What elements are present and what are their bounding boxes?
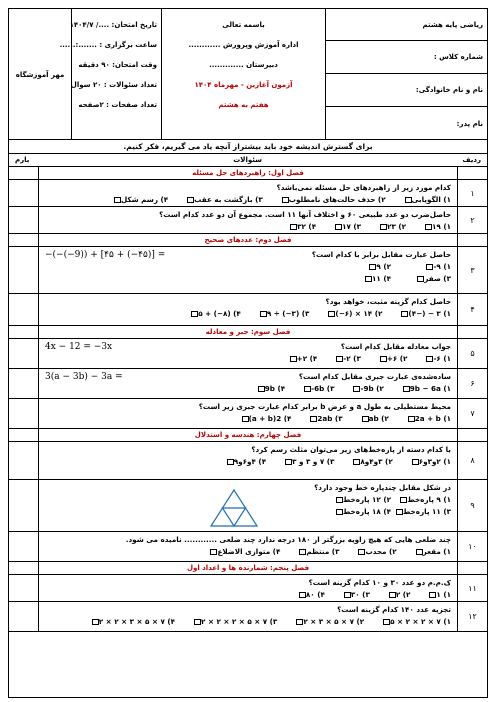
exam-grade: هفتم به هشتم: [218, 101, 269, 109]
answer-option[interactable]: [331, 261, 391, 273]
answer-option[interactable]: [289, 353, 318, 365]
question-text: چند ضلعی هایی که هیچ زاویه بزرگتر از ۱۸۰ درجه ندارد چند ضلعی ............ نامیده می شود.: [125, 535, 451, 544]
section-num-cell: [457, 167, 487, 179]
checkbox[interactable]: [92, 619, 99, 625]
option-label: ۲) 9b-: [360, 384, 384, 393]
option-label: ۱) ۱۹: [432, 222, 451, 231]
motto: برای گسترش اندیشه خود باید بیشتراز آنچه یاد می گیریم، فکر کنیم.: [9, 140, 487, 154]
question-row: [9, 575, 487, 602]
section-score-cell: [9, 326, 39, 338]
option-label: ۴) ۷ × ۵ × ۳ × ۲ × ۲: [98, 617, 176, 626]
option-label: ۴) ۱۸ پاره‌خط: [342, 507, 391, 516]
question-text: تجزیه عدد ۱۴۰ کدام گزینه است؟: [337, 605, 451, 614]
checkbox[interactable]: [227, 459, 234, 465]
question-content: [39, 532, 457, 560]
checkbox[interactable]: [114, 197, 121, 203]
answer-option[interactable]: [404, 194, 451, 206]
exam-header: [9, 9, 487, 140]
option-label: ۴) (۸−) + ۵: [198, 309, 241, 318]
answer-options: [45, 353, 451, 365]
question-content: [39, 180, 457, 208]
answer-options: [45, 456, 451, 468]
question-content: [39, 575, 457, 603]
option-label: ۳) ۲-: [343, 354, 361, 363]
question-content: [39, 294, 457, 322]
exam-time: ساعت برگزاری : .......:......: [59, 41, 157, 49]
question-expression: 4x − 12 = −3x: [45, 342, 113, 352]
questions-body: [9, 167, 487, 632]
answer-option[interactable]: [411, 456, 451, 468]
question-text: حاصل‌ضرب دو عدد طبیعی ۶۰ و اختلاف آنها ۱۱ است. مجموع آن دو عدد کدام است؟: [159, 210, 451, 219]
option-label: ۴) ۳۲: [297, 222, 317, 231]
answer-option[interactable]: [335, 353, 361, 365]
checkbox[interactable]: [344, 592, 351, 598]
question-content: [39, 207, 457, 235]
question-text: کدام مورد زیر از راهبردهای حل مسئله نمی‌باشد؟: [276, 183, 451, 192]
option-label: ۴) ۸۰: [305, 590, 325, 599]
question-number: ۹: [457, 480, 487, 531]
answer-option[interactable]: [391, 261, 451, 273]
question-number: ۱: [457, 180, 487, 206]
question-number: ۳: [457, 247, 487, 293]
answer-option[interactable]: [343, 589, 370, 601]
answer-option[interactable]: [91, 616, 175, 628]
answer-options: [45, 546, 451, 558]
triangle-figure: [209, 488, 259, 528]
checkbox[interactable]: [242, 416, 249, 422]
section-title: فصل سوم: جبر و معادله: [205, 328, 291, 336]
answer-option[interactable]: [327, 308, 382, 320]
question-text: ک.م.م دو عدد ۳۰ و ۱۰ کدام گزینه است؟: [308, 578, 451, 587]
answer-option[interactable]: [379, 221, 406, 233]
score-cell: [9, 399, 39, 428]
exam-name: آزمون آغازین - مهرماه ۱۴۰۴: [194, 81, 293, 89]
answer-option[interactable]: [113, 194, 168, 206]
option-label: ۳) (۳−) ÷ ۹: [266, 309, 310, 318]
exam-duration: وقت امتحان: ۹۰ دقیقه: [78, 61, 157, 69]
question-content: [39, 602, 457, 630]
question-number: ۲: [457, 207, 487, 233]
option-label: ۲) ۲۳: [387, 222, 407, 231]
answer-options: [45, 221, 451, 233]
option-label: ۲) محدب: [365, 547, 397, 556]
section-title: فصل دوم: عددهای صحیح: [204, 236, 292, 244]
answer-options: [45, 383, 451, 395]
score-cell: [9, 575, 39, 601]
question-number: ۸: [457, 442, 487, 479]
score-cell: [9, 602, 39, 631]
question-expression: −(−(−9)) + [۴۵ + (−۴۵)] =: [45, 250, 166, 260]
school-seal-label: مهر آموزشگاه: [15, 70, 65, 79]
question-number: ۴: [457, 294, 487, 325]
checkbox[interactable]: [389, 592, 396, 598]
checkbox[interactable]: [299, 592, 306, 598]
option-label: ۲) ۲: [395, 590, 411, 599]
section-num-cell: [457, 234, 487, 246]
answer-option[interactable]: [193, 616, 277, 628]
section-header: [9, 326, 487, 339]
answer-options: [45, 194, 451, 206]
answer-options: [45, 616, 451, 628]
checkbox[interactable]: [425, 224, 432, 230]
question-content: [39, 442, 457, 470]
question-number: ۱۱: [457, 575, 487, 601]
exam-details: [59, 9, 161, 140]
checkbox[interactable]: [380, 356, 387, 362]
score-header: بارم: [15, 156, 30, 164]
checkbox[interactable]: [403, 386, 410, 392]
score-cell: [9, 294, 39, 325]
checkbox[interactable]: [194, 619, 201, 625]
section-num-cell: [457, 326, 487, 338]
section-header: [9, 234, 487, 247]
option-label: ۱) ۷ × ۲ × ۲ × ۵: [390, 617, 451, 626]
question-text: ساده‌شده‌ی عبارت جبری مقابل کدام است؟: [298, 372, 451, 381]
option-label: ۳) صفر: [424, 274, 451, 283]
column-headers: [9, 154, 487, 167]
answer-option[interactable]: [298, 589, 325, 601]
answer-option[interactable]: [391, 273, 451, 285]
question-row: [9, 207, 487, 234]
answer-option[interactable]: [352, 456, 392, 468]
section-score-cell: [9, 429, 39, 441]
answer-option[interactable]: [424, 221, 451, 233]
question-row: [9, 399, 487, 429]
option-label: ۱) ۶-: [433, 354, 451, 363]
answer-option[interactable]: [428, 589, 451, 601]
answer-option[interactable]: [331, 273, 391, 285]
answer-option[interactable]: [352, 383, 383, 395]
section-score-cell: [9, 167, 39, 179]
answer-option[interactable]: [289, 221, 316, 233]
option-label: ۱) الگویابی: [411, 195, 451, 204]
option-label: ۱) مقعر: [422, 547, 451, 556]
answer-option[interactable]: [331, 494, 391, 506]
score-cell: [9, 207, 39, 233]
answer-options: [45, 261, 451, 285]
question-row: [9, 369, 487, 399]
section-header: [9, 562, 487, 575]
answer-option[interactable]: [415, 546, 451, 558]
option-label: ۴) رسم شکل: [120, 195, 169, 204]
option-label: ۲) ۷ × ۵ × ۳ × ۲: [303, 617, 365, 626]
answer-option[interactable]: [388, 589, 411, 601]
checkbox[interactable]: [282, 197, 289, 203]
answer-option[interactable]: [382, 616, 451, 628]
question-row: [9, 339, 487, 369]
answer-option[interactable]: [400, 308, 451, 320]
section-num-cell: [457, 562, 487, 574]
student-name-field[interactable]: نام و نام خانوادگی:: [326, 74, 487, 107]
option-label: ۲) ab: [368, 414, 389, 423]
score-cell: [9, 369, 39, 398]
option-label: ۱) ۳ − (−۴): [408, 309, 451, 318]
answer-option[interactable]: [334, 221, 361, 233]
question-text: حاصل کدام گزینه مثبت، خواهد بود؟: [325, 297, 451, 306]
section-num-cell: [457, 429, 487, 441]
section-title: فصل چهارم: هندسه و استدلال: [194, 431, 302, 439]
question-text: حاصل عبارت مقابل برابر با کدام است؟: [311, 250, 451, 259]
answer-option[interactable]: [407, 413, 451, 425]
school-name: دبیرستان .............: [209, 61, 278, 69]
bismillah: باسمه تعالی: [222, 21, 265, 29]
question-row: [9, 480, 487, 532]
answer-option[interactable]: [281, 194, 386, 206]
score-cell: [9, 480, 39, 531]
option-label: ۱) ۹-: [433, 262, 451, 271]
option-label: ۱) ۹ پاره‌خط: [407, 495, 451, 504]
checkbox[interactable]: [336, 497, 343, 503]
answer-option[interactable]: [402, 383, 451, 395]
school-seal-box: [9, 9, 71, 140]
row-number-header: ردیف: [462, 156, 481, 164]
option-label: ۱) 2a + b: [414, 414, 451, 423]
answer-option[interactable]: [209, 546, 280, 558]
checkbox[interactable]: [416, 549, 423, 555]
student-info: [325, 9, 487, 140]
checkbox[interactable]: [405, 197, 412, 203]
answer-option[interactable]: [379, 353, 408, 365]
score-cell: [9, 532, 39, 561]
checkbox[interactable]: [408, 416, 415, 422]
option-label: ۳) ۷ × ۵ × ۲ × ۲ × ۲: [201, 617, 278, 626]
section-score-cell: [9, 562, 39, 574]
answer-option[interactable]: [295, 616, 364, 628]
question-text: در شکل مقابل چندپاره خط وجود دارد؟: [314, 483, 451, 492]
checkbox[interactable]: [260, 311, 267, 317]
school-info: [161, 9, 325, 140]
question-row: [9, 247, 487, 294]
answer-option[interactable]: [226, 456, 266, 468]
option-label: ۴) 2(a + b): [248, 414, 292, 423]
section-score-cell: [9, 234, 39, 246]
score-cell: [9, 247, 39, 293]
option-label: ۲) ۳و۴و۸: [360, 457, 393, 466]
checkbox[interactable]: [258, 386, 265, 392]
checkbox[interactable]: [362, 416, 369, 422]
option-label: ۱) 9b − 6a: [409, 384, 451, 393]
answer-option[interactable]: [357, 546, 396, 558]
answer-options: [45, 413, 451, 425]
answer-option[interactable]: [241, 413, 292, 425]
checkbox[interactable]: [365, 276, 372, 282]
questions-header: سئوالات: [233, 156, 262, 164]
question-content: [39, 399, 457, 427]
option-label: ۳) 6b-: [311, 384, 335, 393]
answer-option[interactable]: [298, 546, 339, 558]
section-title: فصل اول: راهبردهای حل مسئله: [192, 169, 304, 177]
question-number: ۵: [457, 339, 487, 368]
question-text: با کدام دسته از پاره‌خط‌های زیر می‌توان مثلث رسم کرد؟: [251, 445, 451, 454]
answer-option[interactable]: [391, 494, 451, 506]
section-header: [9, 429, 487, 442]
answer-option[interactable]: [361, 413, 389, 425]
answer-option[interactable]: [425, 353, 451, 365]
question-row: [9, 180, 487, 207]
answer-option[interactable]: [259, 308, 310, 320]
option-label: ۱) ۱: [436, 590, 451, 599]
option-label: ۲) ۶+: [386, 354, 408, 363]
option-label: ۱) ۲و۳و۶: [418, 457, 451, 466]
father-name-field[interactable]: نام پدر:: [456, 119, 483, 128]
answer-option[interactable]: [257, 383, 285, 395]
option-label: ۲) حذف حالت‌های نامطلوب: [288, 195, 386, 204]
checkbox[interactable]: [290, 356, 297, 362]
option-label: ۴) 9b: [264, 384, 286, 393]
exam-sheet: [8, 8, 488, 698]
option-label: ۴) ۲+: [296, 354, 318, 363]
option-label: ۳) ۷ و ۳ و ۳: [292, 457, 335, 466]
answer-option[interactable]: [284, 456, 334, 468]
section-header: [9, 167, 487, 180]
exam-date: تاریخ امتحان: ..../ ۱۴۰۴/۷: [69, 21, 157, 29]
score-cell: [9, 180, 39, 206]
question-row: [9, 442, 487, 480]
page-count: تعداد صفحات : ۲صفحه: [78, 101, 157, 109]
course-title: ریاضی پایه هشتم: [326, 9, 487, 41]
question-row: [9, 532, 487, 562]
question-text: جواب معادله مقابل کدام است؟: [340, 342, 451, 351]
answer-option[interactable]: [309, 413, 342, 425]
question-number: ۶: [457, 369, 487, 398]
answer-option[interactable]: [391, 506, 451, 518]
option-label: ۴) ۱۱: [372, 274, 391, 283]
question-text: محیط مستطیلی به طول a و عرض b برابر کدام عبارت جبری زیر است؟: [198, 402, 451, 411]
question-row: [9, 294, 487, 326]
answer-option[interactable]: [186, 194, 263, 206]
option-label: ۲) ۱۲ پاره‌خط: [342, 495, 391, 504]
checkbox[interactable]: [336, 509, 343, 515]
option-label: ۳) ۱۷: [342, 222, 362, 231]
option-label: ۳) بازگشت به عقب: [194, 195, 263, 204]
option-label: ۳) ۱۱ پاره‌خط: [402, 507, 451, 516]
question-count: تعداد سئوالات : ۲۰ سوال: [70, 81, 157, 89]
option-label: ۳) 2ab: [317, 414, 343, 423]
option-label: ۲) ۹: [376, 262, 391, 271]
class-number-field[interactable]: شماره کلاس :: [326, 41, 487, 74]
option-label: ۴) ۴و۶و۹: [233, 457, 267, 466]
score-cell: [9, 442, 39, 479]
option-label: ۳) ۳۰: [350, 590, 370, 599]
answer-options: [45, 308, 451, 320]
score-cell: [9, 339, 39, 368]
answer-option[interactable]: [331, 506, 391, 518]
option-label: ۲) ۱۴ × (۶−): [335, 309, 383, 318]
option-label: ۴) متوازی الاضلاع: [217, 547, 281, 556]
option-label: ۳) منتظم: [306, 547, 340, 556]
answer-options: [45, 589, 451, 601]
question-expression: 3(a − 3b) − 3a =: [45, 372, 123, 382]
answer-option[interactable]: [303, 383, 334, 395]
answer-option[interactable]: [190, 308, 241, 320]
checkbox[interactable]: [412, 459, 419, 465]
education-office: اداره آموزش وپرورش ............: [188, 41, 299, 49]
question-number: ۱۰: [457, 532, 487, 561]
checkbox[interactable]: [396, 509, 403, 515]
checkbox[interactable]: [380, 224, 387, 230]
question-number: ۷: [457, 399, 487, 428]
question-number: ۱۲: [457, 602, 487, 631]
section-title: فصل پنجم: شمارنده ها و اعداد اول: [186, 564, 310, 572]
question-row: [9, 602, 487, 632]
